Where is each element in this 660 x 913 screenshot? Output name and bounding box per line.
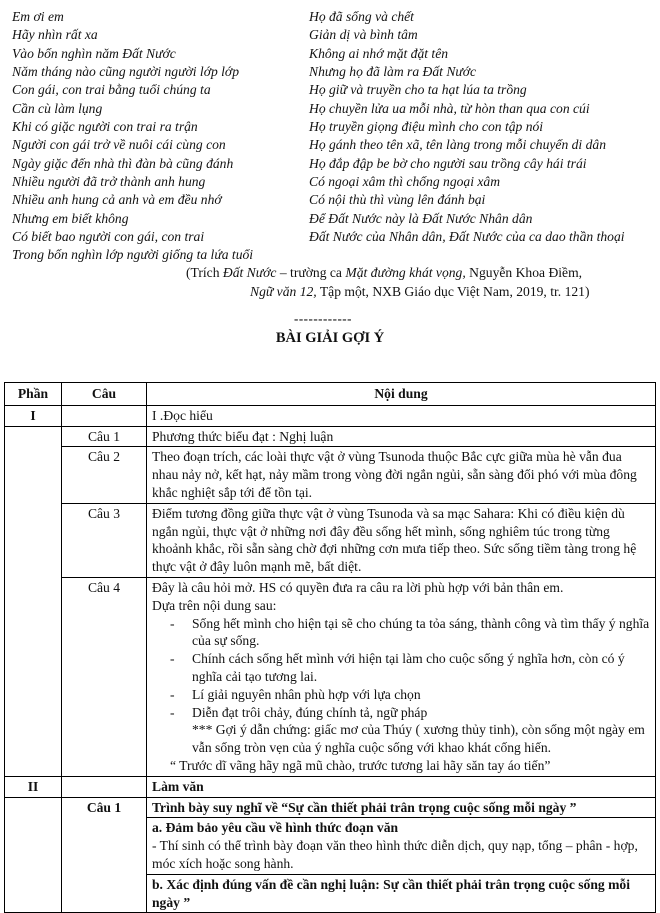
poem-line: Họ giữ và truyền cho ta hạt lúa ta trồng [309, 82, 527, 98]
table-row [5, 447, 656, 503]
poem-line: Có ngoại xâm thì chống ngoại xâm [309, 174, 501, 190]
list-item: - Chính cách sống hết mình với hiện tại làm cho cuộc sống ý nghĩa hơn, còn có ý nghĩa cải tạo tương lai. [182, 650, 650, 686]
poem-line: Ngày giặc đến nhà thì đàn bà cũng đánh [12, 155, 234, 171]
essay-prompt: Trình bày suy nghĩ về “Sự cần thiết phải trân trọng cuộc sống mỗi ngày ” [152, 799, 577, 815]
part-title: I .Đọc hiểu [147, 405, 656, 426]
poem-line: Không ai nhớ mặt đặt tên [309, 45, 449, 61]
part-label: I [5, 405, 62, 426]
poem-line: Vào bốn nghìn năm Đất Nước [12, 45, 176, 61]
poem-right-column [309, 8, 654, 246]
question-label: Câu 4 [62, 577, 147, 776]
poem-line: Con gái, con trai bằng tuổi chúng ta [12, 82, 211, 98]
essay-cell [147, 797, 656, 913]
answer-bullets [152, 615, 650, 722]
citation-mid: – trường ca [276, 265, 346, 280]
citation-open: (Trích [186, 265, 223, 280]
essay-section-a [147, 817, 655, 873]
section-a-title: a. Đảm bảo yêu cầu về hình thức đoạn văn [152, 820, 399, 836]
answer-quote: “ Trước dĩ vãng hãy ngã mũ chào, trước tương lai hãy săn tay áo tiến” [170, 757, 551, 773]
answer-evidence: *** Gợi ý dẫn chứng: giấc mơ của Thúy ( xương thủy tinh), còn sống một ngày em vẫn sống tròn vẹn của ý nghĩa cuộc sống với khao khát cống hiến. [192, 722, 645, 756]
table-row [5, 797, 656, 913]
table-row [5, 577, 656, 776]
question-label: Câu 2 [62, 447, 147, 503]
answer-table [4, 382, 656, 913]
part-title: Làm văn [147, 776, 656, 797]
header-question: Câu [62, 383, 147, 406]
poem-line: Họ truyền giọng điệu mình cho con tập nói [309, 119, 544, 135]
poem-line: Hãy nhìn rất xa [12, 27, 98, 43]
poem-line: Nhiều người đã trở thành anh hung [12, 174, 206, 190]
poem-line: Giản dị và bình tâm [309, 27, 418, 43]
question-label: Câu 1 [62, 797, 147, 913]
citation-rest: Tập một, NXB Giáo dục Việt Nam, 2019, tr. 121) [316, 284, 590, 299]
poem-line: Trong bốn nghìn lớp người giống ta lứa tuổi [12, 247, 254, 263]
poem-citation [186, 263, 590, 301]
question-label: Câu 1 [62, 426, 147, 447]
answer-text: Phương thức biểu đạt : Nghị luận [147, 426, 656, 447]
list-item: - Lí giải nguyên nhân phù hợp với lựa chọn [182, 686, 650, 704]
citation-work: Đất Nước [222, 265, 277, 280]
answer-intro: Đây là câu hỏi mở. HS có quyền đưa ra câu ra lời phù hợp với bản thân em. [152, 579, 564, 595]
poem-line: Nhiều anh hung cả anh và em đều nhớ [12, 192, 222, 208]
section-b-title: b. Xác định đúng vấn đề cần nghị luận: Sự cần thiết phải trân trọng cuộc sống mỗi ngày ” [147, 874, 655, 913]
separator: ------------ [294, 311, 352, 326]
citation-book: Ngữ văn 12, [250, 284, 317, 299]
table-row [5, 405, 656, 426]
poem-line: Đất Nước của Nhân dân, Đất Nước của ca dao thần thoại [309, 229, 625, 245]
table-row [5, 426, 656, 447]
poem-line: Khi có giặc người con trai ra trận [12, 119, 198, 135]
poem-line: Em ơi em [12, 9, 64, 24]
question-label: Câu 3 [62, 503, 147, 577]
citation-epic: Mặt đường khát vọng, [345, 265, 466, 280]
poem-line: Nhưng em biết không [12, 210, 129, 226]
part-label: II [5, 776, 62, 797]
table-row [5, 776, 656, 797]
header-content: Nội dung [147, 383, 656, 406]
poem-line: Họ đắp đập be bờ cho người sau trồng cây hái trái [309, 155, 587, 171]
poem-line: Năm tháng nào cũng người người lớp lớp [12, 64, 239, 80]
answer-text: Điểm tương đồng giữa thực vật ở vùng Tsunoda và sa mạc Sahara: Khi có điều kiện dù ngắn ngủi, thực vật ở những nơi đây đều sống hết mình, sống nghiêm túc trong từng khoảnh khắc, rồi sẵn sàng chờ đợi những cơn mưa tiếp theo. Sức sống tiềm tàng trong hệ thực vật ở đây luôn mạnh mẽ, bất diệt. [147, 503, 656, 577]
answer-basis: Dựa trên nội dung sau: [152, 597, 277, 613]
header-part: Phần [5, 383, 62, 406]
page-title: BÀI GIẢI GỢI Ý [275, 330, 385, 346]
poem-line: Người con gái trở về nuôi cái cùng con [12, 137, 226, 153]
list-item: - Diễn đạt trôi chảy, đúng chính tả, ngữ pháp [182, 704, 650, 722]
poem-left-column [12, 8, 317, 265]
answer-text: Theo đoạn trích, các loài thực vật ở vùng Tsunoda thuộc Bắc cực giữa mùa hè vẫn đua nhau nảy nở, kết hạt, nảy mầm trong vòng đời ngắn ngủi, sẵn sàng đối phó với mùa đông khắc nghiệt sắp tới để tồn tại. [147, 447, 656, 503]
poem-line: Nhưng họ đã làm ra Đất Nước [309, 64, 477, 80]
poem-line: Họ gánh theo tên xã, tên làng trong mỗi chuyến di dân [309, 137, 606, 153]
answer-cell [147, 577, 656, 776]
table-row [5, 503, 656, 577]
poem-line: Cần cù làm lụng [12, 100, 103, 116]
table-header-row [5, 383, 656, 406]
list-item: - Sống hết mình cho hiện tại sẽ cho chúng ta tỏa sáng, thành công và tìm thấy ý nghĩa của sự sống. [182, 615, 650, 651]
poem-line: Họ đã sống và chết [309, 9, 414, 24]
citation-author: Nguyễn Khoa Điềm, [465, 265, 583, 280]
poem-line: Có biết bao người con gái, con trai [12, 229, 205, 245]
section-a-text: - Thí sinh có thể trình bày đoạn văn theo hình thức diễn dịch, quy nạp, tổng – phân - hợp, móc xích hoặc song hành. [152, 838, 638, 871]
poem-line: Có nội thù thì vùng lên đánh bại [309, 192, 486, 208]
poem-line: Để Đất Nước này là Đất Nước Nhân dân [309, 210, 533, 226]
poem-line: Họ chuyền lửa ua mỗi nhà, từ hòn than qua con cúi [309, 100, 590, 116]
